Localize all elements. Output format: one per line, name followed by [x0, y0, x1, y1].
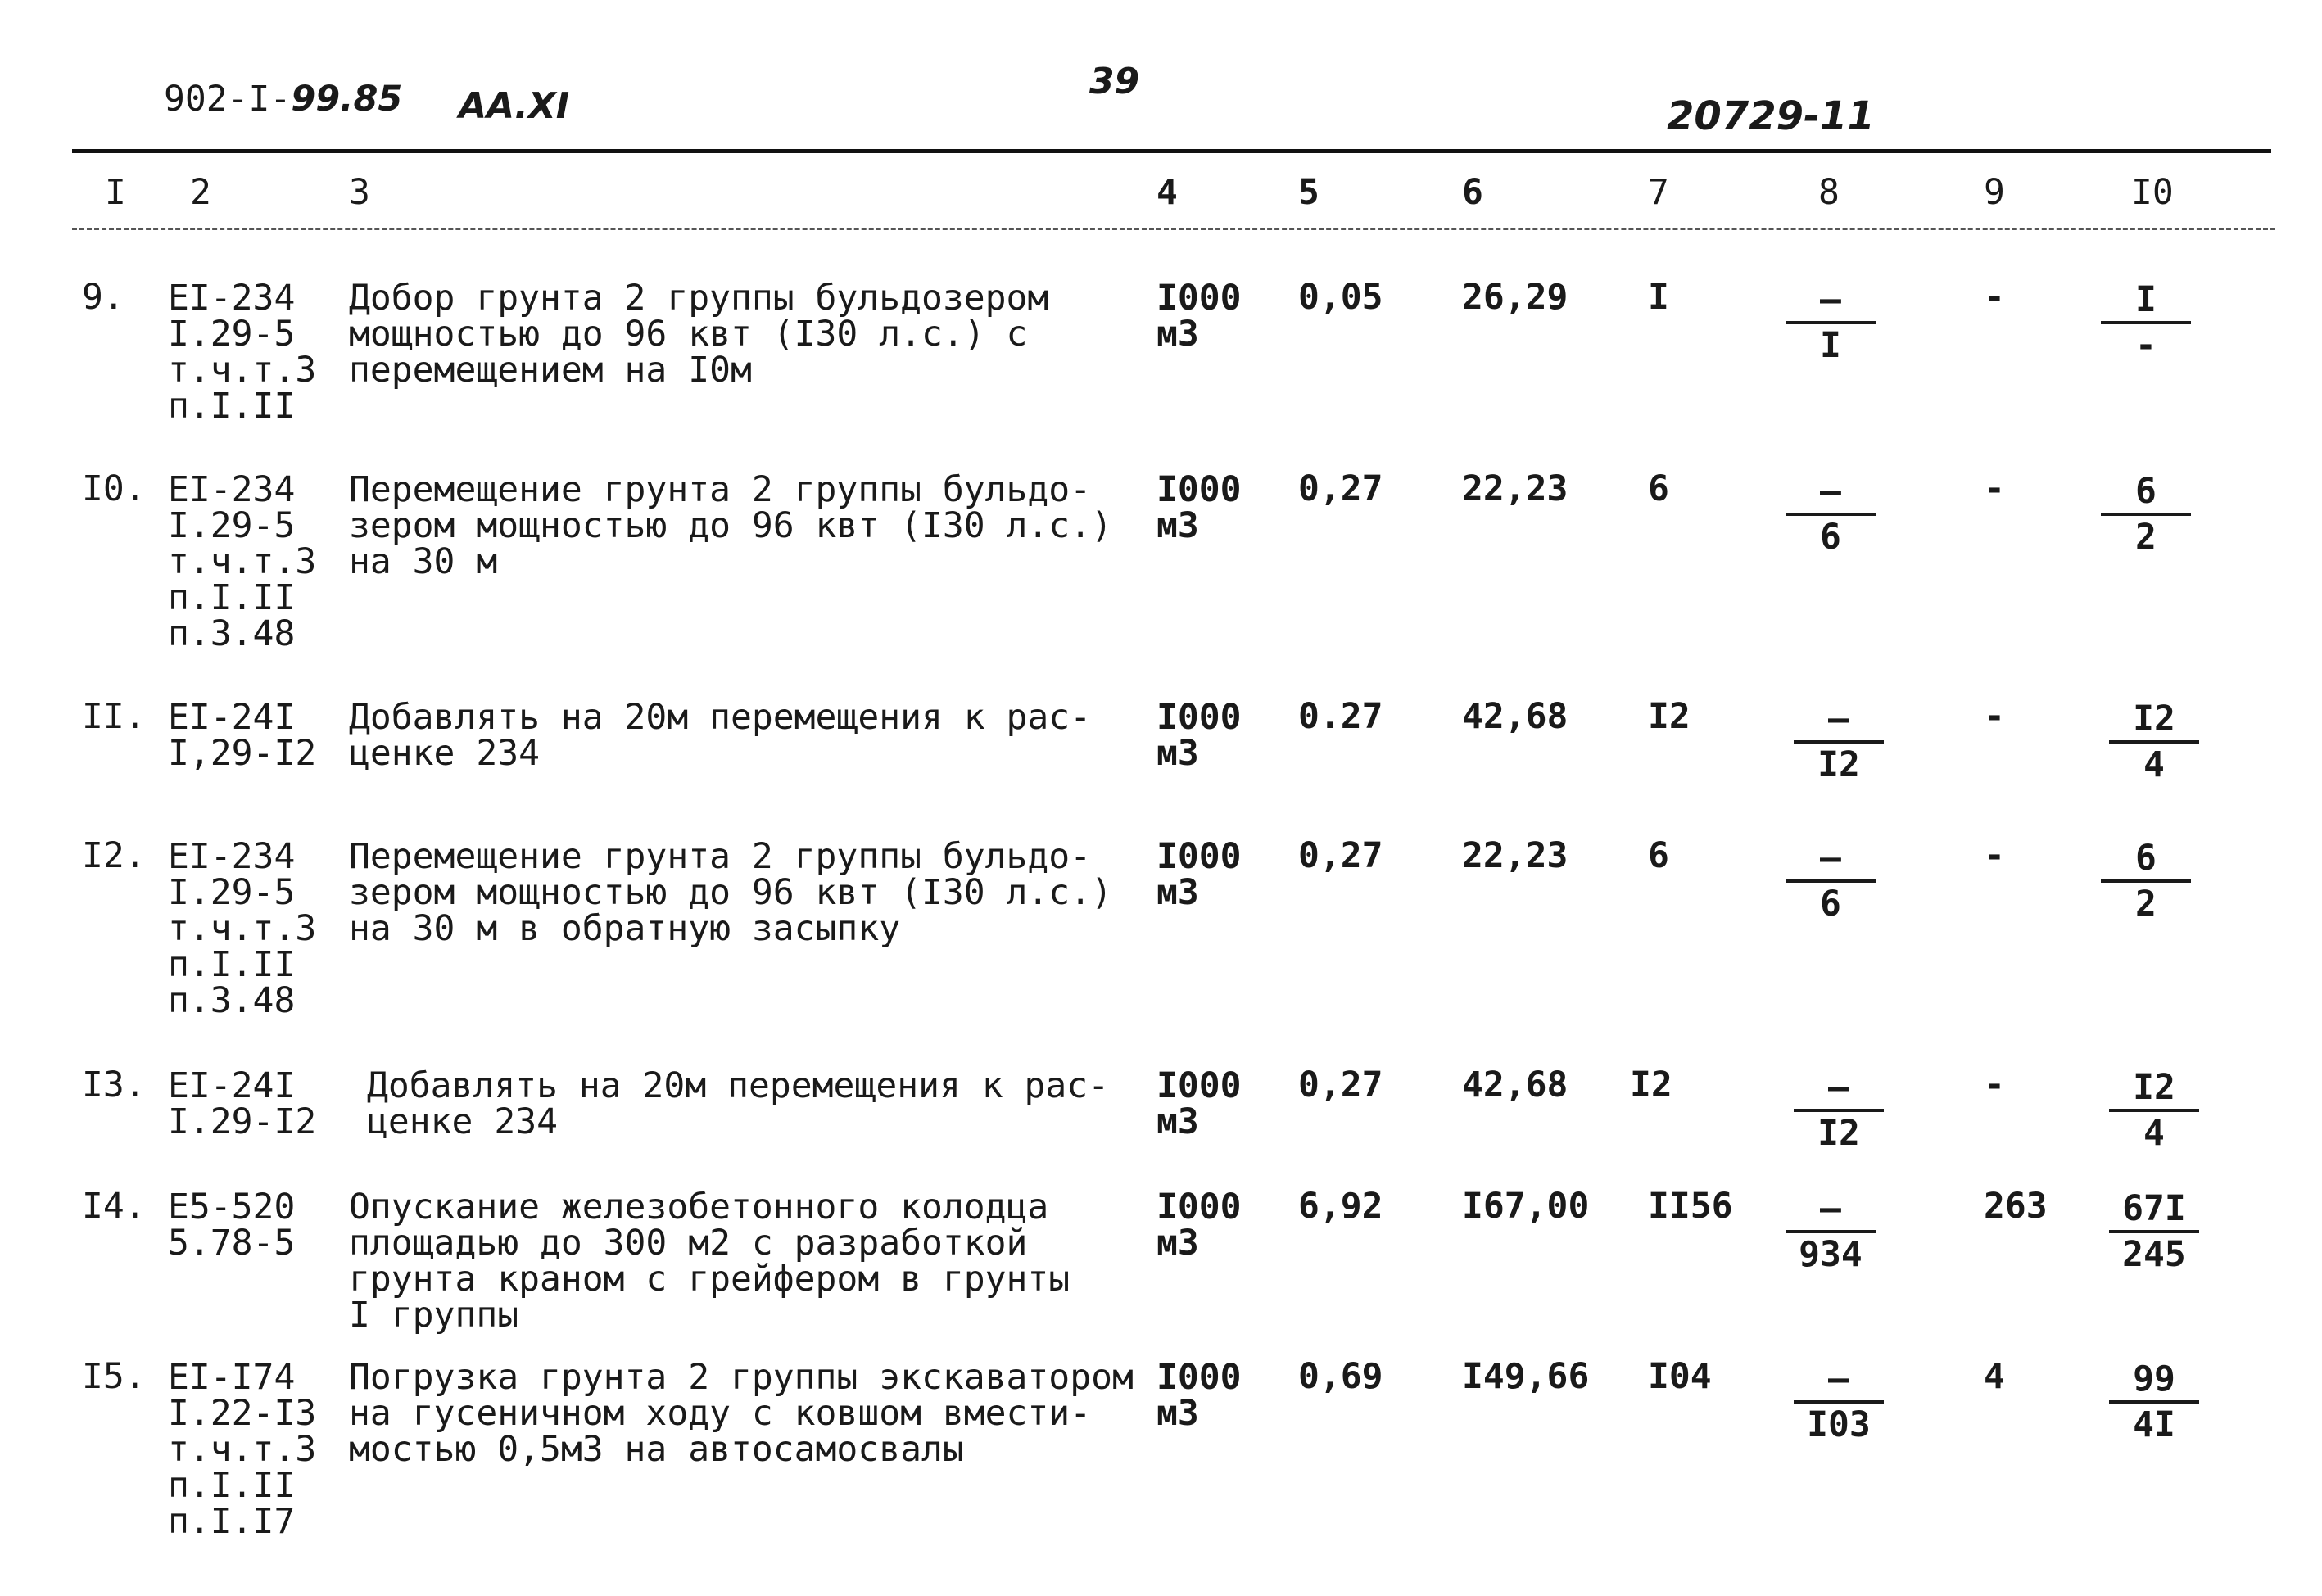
- table-row: [0, 1356, 2322, 1542]
- row-number: I5.: [82, 1356, 146, 1397]
- row-number: I3.: [82, 1065, 146, 1105]
- doc-code: [164, 79, 403, 120]
- column-9-value: -: [1984, 696, 2005, 737]
- quantity: 6,92: [1298, 1186, 1383, 1227]
- work-description: Перемещение грунта 2 группы бульдо- зером мощностью до 96 квт (I30 л.с.) на 30 м в обратную засыпку: [349, 836, 1112, 949]
- column-8-fraction: – I2: [1786, 699, 1892, 784]
- column-9-value: -: [1984, 468, 2005, 509]
- unit-of-measure: I000 м3: [1156, 836, 1242, 913]
- column-7-value: 6: [1648, 835, 1669, 876]
- work-description: Добор грунта 2 группы бульдозером мощностью до 96 квт (I30 л.с.) с перемещением на I0м: [349, 278, 1049, 391]
- unit-price: 42,68: [1462, 1065, 1568, 1105]
- column-10-fraction: 6 2: [2093, 472, 2199, 557]
- project-number: 20729-11: [1667, 93, 1875, 139]
- column-8-fraction: – I2: [1786, 1068, 1892, 1153]
- quantity: 0,69: [1298, 1356, 1383, 1397]
- column-header-7: 7: [1648, 172, 1669, 213]
- column-header-4: 4: [1156, 172, 1178, 213]
- column-8-fraction: – 6: [1777, 472, 1884, 557]
- column-9-value: 263: [1984, 1186, 2048, 1227]
- table-row: [0, 696, 2322, 785]
- column-8-fraction: – 934: [1777, 1189, 1884, 1274]
- rate-codes: EI-234 I.29-5 т.ч.т.3 п.I.II п.3.48: [168, 469, 317, 654]
- unit-of-measure: I000 м3: [1156, 697, 1242, 774]
- column-header-9: 9: [1984, 172, 2005, 213]
- column-7-value: II56: [1648, 1186, 1733, 1227]
- rate-codes: EI-234 I.29-5 т.ч.т.3 п.I.II: [168, 278, 317, 427]
- column-header-10: I0: [2131, 172, 2174, 213]
- column-10-fraction: 6 2: [2093, 839, 2199, 924]
- column-8-fraction: – I03: [1786, 1359, 1892, 1445]
- work-description: Добавлять на 20м перемещения к рас- ценке 234: [367, 1065, 1110, 1142]
- column-7-value: I2: [1648, 696, 1691, 737]
- column-8-fraction: – 6: [1777, 839, 1884, 924]
- row-number: 9.: [82, 277, 124, 318]
- rate-codes: EI-234 I.29-5 т.ч.т.3 п.I.II п.3.48: [168, 836, 317, 1021]
- column-header-6: 6: [1462, 172, 1483, 213]
- table-row: [0, 1065, 2322, 1154]
- column-10-fraction: I2 4: [2101, 1068, 2207, 1153]
- quantity: 0,27: [1298, 835, 1383, 876]
- unit-price: 22,23: [1462, 835, 1568, 876]
- column-7-value: I: [1648, 277, 1669, 318]
- quantity: 0,27: [1298, 468, 1383, 509]
- unit-of-measure: I000 м3: [1156, 469, 1242, 546]
- work-description: Перемещение грунта 2 группы бульдо- зером мощностью до 96 квт (I30 л.с.) на 30 м: [349, 469, 1112, 582]
- table-top-rule: [72, 149, 2271, 153]
- unit-price: I67,00: [1462, 1186, 1590, 1227]
- column-9-value: -: [1984, 277, 2005, 318]
- column-9-value: -: [1984, 1065, 2005, 1105]
- row-number: I0.: [82, 468, 146, 509]
- column-10-fraction: I -: [2093, 280, 2199, 365]
- unit-of-measure: I000 м3: [1156, 278, 1242, 355]
- column-header-2: 2: [190, 172, 211, 213]
- work-description: Опускание железобетонного колодца площадью до 300 м2 с разработкой грунта краном с грейфером в грунты I группы: [349, 1187, 1070, 1336]
- column-7-value: I2: [1630, 1065, 1672, 1105]
- column-9-value: 4: [1984, 1356, 2005, 1397]
- column-7-value: 6: [1648, 468, 1669, 509]
- album-label: АА.XI: [459, 85, 570, 127]
- page-number: 39: [1089, 61, 1140, 102]
- column-header-3: 3: [349, 172, 370, 213]
- row-number: I4.: [82, 1186, 146, 1227]
- quantity: 0,05: [1298, 277, 1383, 318]
- row-number: I2.: [82, 835, 146, 876]
- unit-of-measure: I000 м3: [1156, 1065, 1242, 1142]
- row-number: II.: [82, 696, 146, 737]
- rate-codes: EI-24I I.29-I2: [168, 1065, 317, 1142]
- unit-price: 22,23: [1462, 468, 1568, 509]
- column-header-8: 8: [1818, 172, 1840, 213]
- column-7-value: I04: [1648, 1356, 1712, 1397]
- rate-codes: EI-24I I,29-I2: [168, 697, 317, 774]
- table-row: [0, 277, 2322, 427]
- work-description: Добавлять на 20м перемещения к рас- ценке 234: [349, 697, 1092, 774]
- quantity: 0.27: [1298, 696, 1383, 737]
- column-10-fraction: I2 4: [2101, 699, 2207, 784]
- column-header-row: [0, 172, 2322, 213]
- doc-code-printed: 902-I-: [164, 79, 292, 120]
- quantity: 0,27: [1298, 1065, 1383, 1105]
- unit-price: 26,29: [1462, 277, 1568, 318]
- unit-of-measure: I000 м3: [1156, 1357, 1242, 1434]
- header-bottom-rule: [72, 228, 2275, 230]
- unit-of-measure: I000 м3: [1156, 1187, 1242, 1264]
- column-header-5: 5: [1298, 172, 1319, 213]
- column-8-fraction: – I: [1777, 280, 1884, 365]
- column-header-1: I: [105, 172, 126, 213]
- column-10-fraction: 99 4I: [2101, 1359, 2207, 1445]
- rate-codes: EI-I74 I.22-I3 т.ч.т.3 п.I.II п.I.I7: [168, 1357, 317, 1542]
- doc-code-handwritten: 99.85: [291, 79, 403, 120]
- unit-price: I49,66: [1462, 1356, 1590, 1397]
- column-10-fraction: 67I 245: [2101, 1189, 2207, 1274]
- unit-price: 42,68: [1462, 696, 1568, 737]
- table-row: [0, 1186, 2322, 1336]
- column-9-value: -: [1984, 835, 2005, 876]
- rate-codes: E5-520 5.78-5: [168, 1187, 296, 1264]
- work-description: Погрузка грунта 2 группы экскаватором на гусеничном ходу с ковшом вмести- мостью 0,5м3 на автосамосвалы: [349, 1357, 1134, 1470]
